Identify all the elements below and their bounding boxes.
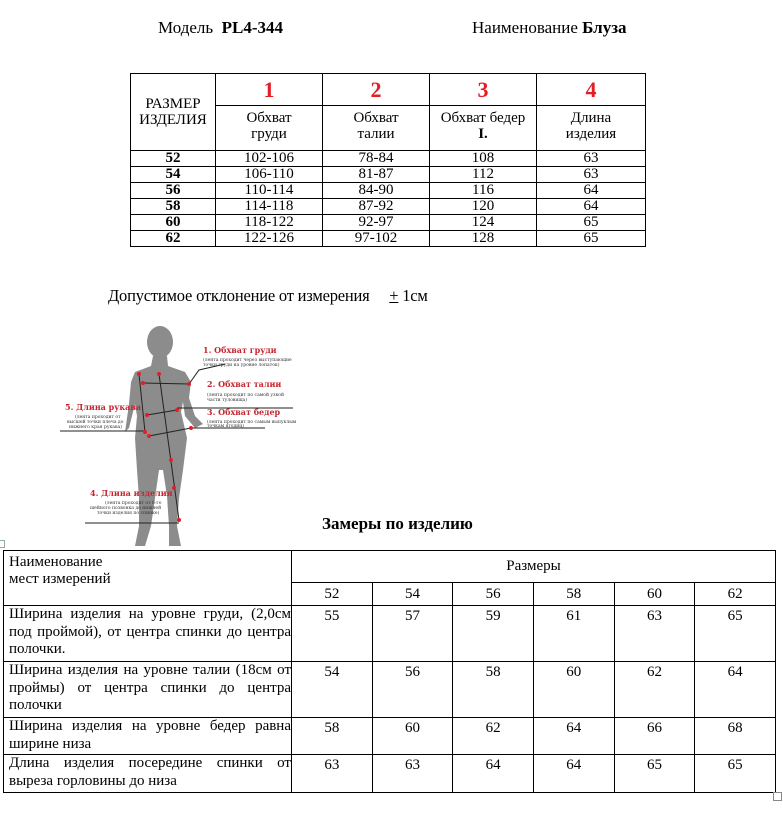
- garment-measurements-table: [3, 550, 776, 793]
- measure-value: 58: [453, 662, 534, 718]
- table-row: [131, 183, 646, 199]
- size-column-58: 58: [533, 583, 614, 606]
- model-header: [158, 18, 283, 38]
- tolerance-note: [108, 286, 428, 306]
- measure-value: 62: [614, 662, 695, 718]
- table-row: [4, 755, 776, 793]
- waist-cell: 87-92: [323, 199, 430, 215]
- sizes-header: Размеры: [292, 551, 776, 583]
- size-column-60: 60: [614, 583, 695, 606]
- table-row: [4, 662, 776, 718]
- product-name-value: Блуза: [582, 18, 627, 37]
- length-cell: 65: [537, 215, 646, 231]
- size-cell: 56: [131, 183, 216, 199]
- measurements-title: Замеры по изделию: [322, 514, 473, 533]
- size-cell: 58: [131, 199, 216, 215]
- measure-value: 66: [614, 718, 695, 755]
- measure-value: 57: [372, 606, 453, 662]
- length-cell: 63: [537, 167, 646, 183]
- label-chest-desc-2: точки груди на уровне лопаток): [203, 363, 280, 368]
- label-sleeve: 5. Длина рукава: [65, 402, 142, 412]
- measure-value: 65: [695, 606, 776, 662]
- table-row: [131, 199, 646, 215]
- measure-value: 64: [533, 755, 614, 793]
- size-column-54: 54: [372, 583, 453, 606]
- model-label: Модель: [158, 18, 214, 37]
- label-length-desc-2: шейного позвонка до нижней: [90, 506, 162, 511]
- chest-cell: 106-110: [216, 167, 323, 183]
- column-number-1: 1: [216, 74, 323, 106]
- length-cell: 64: [537, 199, 646, 215]
- measure-value: 63: [614, 606, 695, 662]
- size-cell: 52: [131, 151, 216, 167]
- size-header-line1: РАЗМЕР: [145, 96, 201, 112]
- measure-value: 65: [695, 755, 776, 793]
- length-cell: 65: [537, 231, 646, 247]
- header-line: груди: [251, 126, 287, 142]
- column-header-chest: [216, 106, 323, 151]
- size-header-line2: ИЗДЕЛИЯ: [139, 112, 207, 128]
- label-chest-desc: (лента проходит через выступающие: [203, 358, 292, 363]
- table-row: [4, 718, 776, 755]
- measure-value: 55: [292, 606, 373, 662]
- header-line: Длина: [570, 110, 612, 126]
- product-name-label: Наименование: [472, 18, 578, 37]
- waist-cell: 81-87: [323, 167, 430, 183]
- table-row: [131, 167, 646, 183]
- measure-value: 64: [533, 718, 614, 755]
- header-line: I.: [478, 126, 488, 142]
- hips-cell: 124: [430, 215, 537, 231]
- chest-cell: 102-106: [216, 151, 323, 167]
- label-length-desc: (лента проходит от 6-го: [105, 501, 162, 506]
- tolerance-text: Допустимое отклонение от измерения: [108, 286, 370, 305]
- measure-place-header: [4, 551, 292, 606]
- measure-value: 63: [372, 755, 453, 793]
- size-cell: 54: [131, 167, 216, 183]
- label-chest: 1. Обхват груди: [203, 345, 277, 355]
- measure-value: 54: [292, 662, 373, 718]
- column-header-waist: [323, 106, 430, 151]
- measure-label: Ширина изделия на уровне бедер равна ширине низа: [4, 718, 292, 755]
- tolerance-value: 1см: [398, 286, 428, 305]
- table-row: [131, 215, 646, 231]
- model-value: PL4-344: [221, 18, 284, 37]
- header-line: Наименование: [9, 554, 103, 570]
- hips-cell: 128: [430, 231, 537, 247]
- measure-value: 63: [292, 755, 373, 793]
- waist-cell: 97-102: [323, 231, 430, 247]
- header-line: Обхват: [353, 110, 399, 126]
- measure-label: Ширина изделия на уровне талии (18см от проймы) от центра спинки до центра полочки: [4, 662, 292, 718]
- hips-cell: 116: [430, 183, 537, 199]
- measure-value: 62: [453, 718, 534, 755]
- chest-cell: 122-126: [216, 231, 323, 247]
- body-measurement-figure: [55, 320, 355, 550]
- hips-cell: 120: [430, 199, 537, 215]
- label-hips-desc-2: точкам ягодиц): [207, 424, 244, 429]
- waist-cell: 78-84: [323, 151, 430, 167]
- table-row: [131, 231, 646, 247]
- length-cell: 64: [537, 183, 646, 199]
- column-header-hips: [430, 106, 537, 151]
- hips-cell: 112: [430, 167, 537, 183]
- label-waist-desc-2: части туловища): [207, 398, 247, 403]
- measure-value: 56: [372, 662, 453, 718]
- size-chart-table: [130, 73, 646, 247]
- hips-cell: 108: [430, 151, 537, 167]
- measure-value: 65: [614, 755, 695, 793]
- measure-value: 61: [533, 606, 614, 662]
- size-column-62: 62: [695, 583, 776, 606]
- column-number-4: 4: [537, 74, 646, 106]
- measure-value: 64: [695, 662, 776, 718]
- plus-minus-sign: +: [389, 286, 399, 305]
- table-resize-handle[interactable]: [773, 792, 782, 801]
- waist-cell: 84-90: [323, 183, 430, 199]
- header-line: талии: [357, 126, 395, 142]
- header-line: мест измерений: [9, 571, 111, 587]
- measure-value: 59: [453, 606, 534, 662]
- measure-label: Длина изделия посередине спинки от выреза горловины до низа: [4, 755, 292, 793]
- label-waist-desc: (лента проходит по самой узкой: [207, 393, 285, 398]
- measure-value: 60: [372, 718, 453, 755]
- label-waist: 2. Обхват талии: [207, 379, 282, 389]
- waist-cell: 92-97: [323, 215, 430, 231]
- column-number-2: 2: [323, 74, 430, 106]
- header-line: Обхват: [246, 110, 292, 126]
- label-sleeve-desc: (лента проходит от: [75, 415, 121, 420]
- measure-value: 68: [695, 718, 776, 755]
- label-hips: 3. Обхват бедер: [207, 407, 281, 417]
- size-column-52: 52: [292, 583, 373, 606]
- column-number-3: 3: [430, 74, 537, 106]
- size-cell: 60: [131, 215, 216, 231]
- label-sleeve-desc-2: высшей точки плеча до: [67, 420, 124, 425]
- column-header-length: [537, 106, 646, 151]
- label-sleeve-desc-3: нижнего края рукава): [69, 425, 122, 430]
- chest-cell: 114-118: [216, 199, 323, 215]
- size-column-header: [131, 74, 216, 151]
- chest-cell: 110-114: [216, 183, 323, 199]
- size-cell: 62: [131, 231, 216, 247]
- table-row: [4, 606, 776, 662]
- measure-value: 64: [453, 755, 534, 793]
- product-name-header: [472, 18, 627, 38]
- measure-value: 60: [533, 662, 614, 718]
- chest-cell: 118-122: [216, 215, 323, 231]
- label-hips-desc: (лента проходит по самым выпуклым: [207, 420, 297, 425]
- header-line: Обхват бедер: [440, 110, 526, 126]
- table-row: [131, 151, 646, 167]
- table-anchor-marker: [0, 540, 5, 548]
- header-line: изделия: [565, 126, 617, 142]
- label-length: 4. Длина изделия: [90, 488, 173, 498]
- length-cell: 63: [537, 151, 646, 167]
- label-length-desc-3: точки изделия по спинке): [97, 511, 160, 516]
- measure-label: Ширина изделия на уровне груди, (2,0см под проймой), от центра спинки до центра полочки.: [4, 606, 292, 662]
- size-column-56: 56: [453, 583, 534, 606]
- measure-value: 58: [292, 718, 373, 755]
